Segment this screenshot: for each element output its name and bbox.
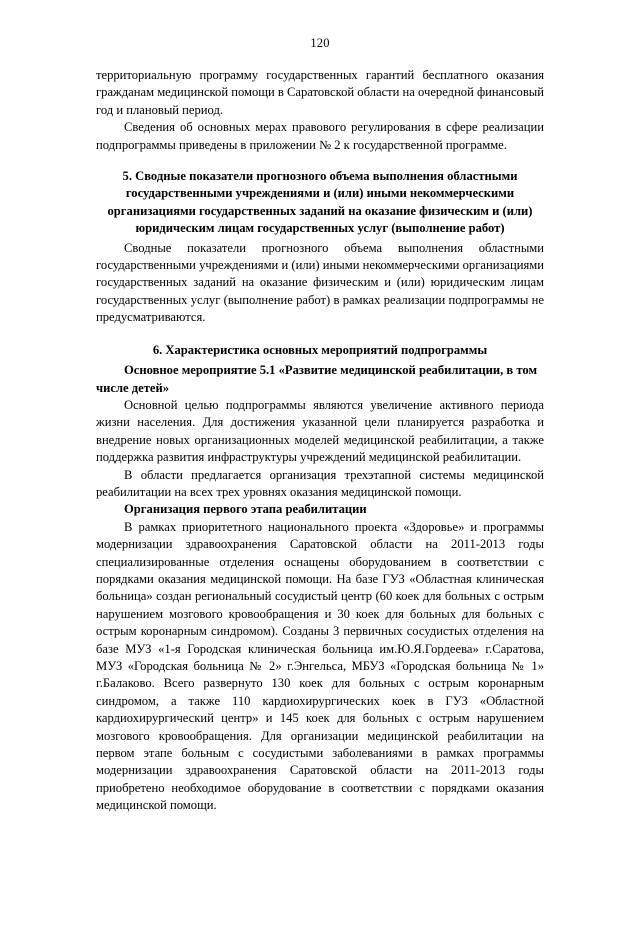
- paragraph-three-stage-system: В области предлагается организация трехэтапной системы медицинской реабилитации на всех трех уровнях оказания медицинской помощи.: [96, 467, 544, 499]
- paragraph-continuation: территориальную программу государственных гарантий бесплатного оказания гражданам медицинской помощи в Саратовской области на очередной финансовый год и плановый период.: [96, 68, 544, 117]
- paragraph-stage-one-details: В рамках приоритетного национального проекта «Здоровье» и программы модернизации здравоохранения Саратовской области на 2011-2013 годы специализированные отделения оснащены оборудованием в соответствии с порядками оказания медицинской помощи. На базе ГУЗ «Областная клиническая больница» создан региональный сосудистый центр (60 коек для больных с острым нарушением мозгового кровообращения и 30 коек для больных для больных с острым коронарным синдромом). Созданы 3 первичных сосудистых отделения на базе МУЗ «1-я Городская клиническая больница им.Ю.Я.Гордеева» г.Саратова, МУЗ «Городская больница № 2» г.Энгельса, МБУЗ «Городская больница № 1» г.Балаково. Всего развернуто 130 коек для больных с острым коронарным синдромом, а также 110 кардиохирургических коек в ГУЗ «Областной кардиохирургический центр» и 145 коек для больных с острым нарушением мозгового кровообращения. Для организации медицинской реабилитации на первом этапе больным с сосудистыми заболеваниями в рамках программы модернизации здравоохранения Саратовской области на 2011-2013 годы приобретено необходимое оборудование в соответствии с порядками оказания медицинской помощи.: [96, 519, 544, 813]
- subsection-heading-5-1: Основное мероприятие 5.1 «Развитие медицинской реабилитации, в том числе детей»: [96, 363, 538, 395]
- paragraph-summary-indicators: Сводные показатели прогнозного объема выполнения областными государственными учреждениями и (или) иными некоммерческими организациями государственных заданий на оказание физическим и (или) юридическим лицам государственных услуг (выполнение работ) в рамках реализации подпрограммы не предусматриваются.: [96, 240, 544, 325]
- section-heading-5: 5. Сводные показатели прогнозного объема выполнения областными государственными учреждениями и (или) иными некоммерческими организациями государственных заданий на оказание физическим и (или) юридическим лицам государственных услуг (выполнение работ): [107, 169, 533, 236]
- document-page: [0, 36, 640, 941]
- page-number: 120: [310, 36, 330, 50]
- paragraph-legal-regulation: Сведения об основных мерах правового регулирования в сфере реализации подпрограммы приведены в приложении № 2 к государственной программе.: [96, 120, 544, 152]
- section-heading-6: 6. Характеристика основных мероприятий подпрограммы: [152, 342, 488, 357]
- subheading-stage-one: Организация первого этапа реабилитации: [124, 502, 367, 517]
- paragraph-main-goal: Основной целью подпрограммы являются увеличение активного периода жизни населения. Для достижения указанной цели планируется разработка и внедрение новых организационных моделей медицинской реабилитации, а также поддержка развития инфраструктуры учреждений медицинской реабилитации.: [96, 397, 544, 465]
- document-body: [96, 67, 544, 815]
